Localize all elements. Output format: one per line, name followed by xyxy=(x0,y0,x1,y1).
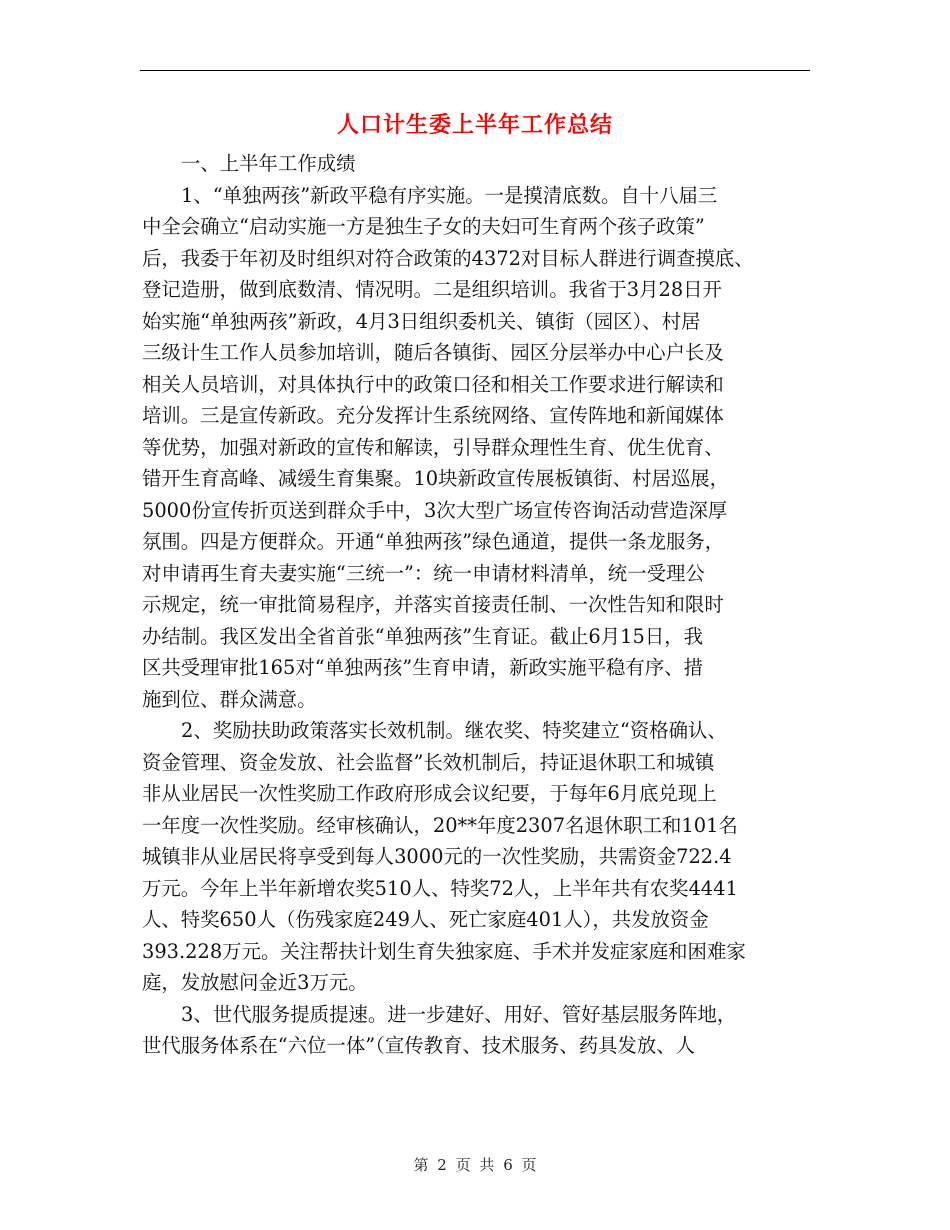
body-line: 庭，发放慰问金近3万元。 xyxy=(142,971,368,994)
body-line: 1、“单独两孩”新政平稳有序实施。一是摸清底数。自十八届三 xyxy=(181,183,718,207)
body-line: 人、特奖650人（伤残家庭249人、死亡家庭401人），共发放资金 xyxy=(142,908,709,931)
body-line: 2、奖励扶助政策落实长效机制。继农奖、特奖建立“资格确认、 xyxy=(181,719,727,742)
body-line: 等优势，加强对新政的宣传和解读，引导群众理性生育、优生优育、 xyxy=(142,435,724,459)
body-line: 5000份宣传折页送到群众手中，3次大型广场宣传咨询活动营造深厚 xyxy=(142,498,728,522)
body-line: 示规定，统一审批简易程序，并落实首接责任制、一次性告知和限时 xyxy=(142,593,724,616)
document-title: 人口计生委上半年工作总结 xyxy=(336,112,613,138)
body-line: 施到位、群众满意。 xyxy=(142,687,317,711)
footer-suffix: 页 xyxy=(521,1156,537,1174)
body-line: 非从业居民一次性奖励工作政府形成会议纪要，于每年6月底兑现上 xyxy=(142,782,717,805)
body-line: 区共受理审批165对“单独两孩”生育申请，新政实施平稳有序、措 xyxy=(142,656,703,679)
body-line: 世代服务体系在“六位一体”（宣传教育、技术服务、药具发放、人 xyxy=(142,1034,696,1057)
footer-total-word: 共 xyxy=(479,1156,495,1174)
body-line: 393.228万元。关注帮扶计划生育失独家庭、手术并发症家庭和困难家 xyxy=(142,939,746,963)
footer-page-word: 页 xyxy=(455,1156,471,1174)
body-line: 错开生育高峰、减缓生育集聚。10块新政宣传展板镇街、村居巡展， xyxy=(142,467,730,490)
body-line: 相关人员培训，对具体执行中的政策口径和相关工作要求进行解读和 xyxy=(142,372,724,396)
body-line: 三级计生工作人员参加培训，随后各镇街、园区分层举办中心户长及 xyxy=(142,341,724,364)
footer-prefix: 第 xyxy=(413,1156,429,1174)
body-line: 培训。三是宣传新政。充分发挥计生系统网络、宣传阵地和新闻媒体 xyxy=(142,404,724,427)
footer-current-page: 2 xyxy=(437,1156,447,1174)
body-line: 万元。今年上半年新增农奖510人、特奖72人，上半年共有农奖4441 xyxy=(142,876,738,900)
body-line: 后，我委于年初及时组织对符合政策的4372对目标人群进行调查摸底、 xyxy=(142,246,754,270)
body-line: 氛围。四是方便群众。开通“单独两孩”绿色通道，提供一条龙服务， xyxy=(142,530,725,553)
body-line: 办结制。我区发出全省首张“单独两孩”生育证。截止6月15日，我 xyxy=(142,624,703,648)
body-line: 中全会确立“启动实施一方是独生子女的夫妇可生育两个孩子政策” xyxy=(142,215,705,238)
footer-total-pages: 6 xyxy=(503,1156,513,1174)
body-line: 对申请再生育夫妻实施“三统一”：统一申请材料清单，统一受理公 xyxy=(142,561,705,585)
page-footer xyxy=(0,1154,950,1175)
document-body xyxy=(142,148,810,1062)
body-line: 一、上半年工作成绩 xyxy=(181,152,356,175)
body-line: 城镇非从业居民将享受到每人3000元的一次性奖励，共需资金722.4 xyxy=(142,845,732,868)
header-rule xyxy=(140,70,810,71)
body-line: 始实施“单独两孩”新政，4月3日组织委机关、镇街（园区）、村居 xyxy=(142,309,701,333)
body-line: 登记造册，做到底数清、情况明。二是组织培训。我省于3月28日开 xyxy=(142,278,722,301)
body-line: 3、世代服务提质提速。进一步建好、用好、管好基层服务阵地， xyxy=(181,1002,737,1026)
body-line: 资金管理、资金发放、社会监督”长效机制后，持证退休职工和城镇 xyxy=(142,750,715,774)
body-line: 一年度一次性奖励。经审核确认，20**年度2307名退休职工和101名 xyxy=(142,813,738,837)
